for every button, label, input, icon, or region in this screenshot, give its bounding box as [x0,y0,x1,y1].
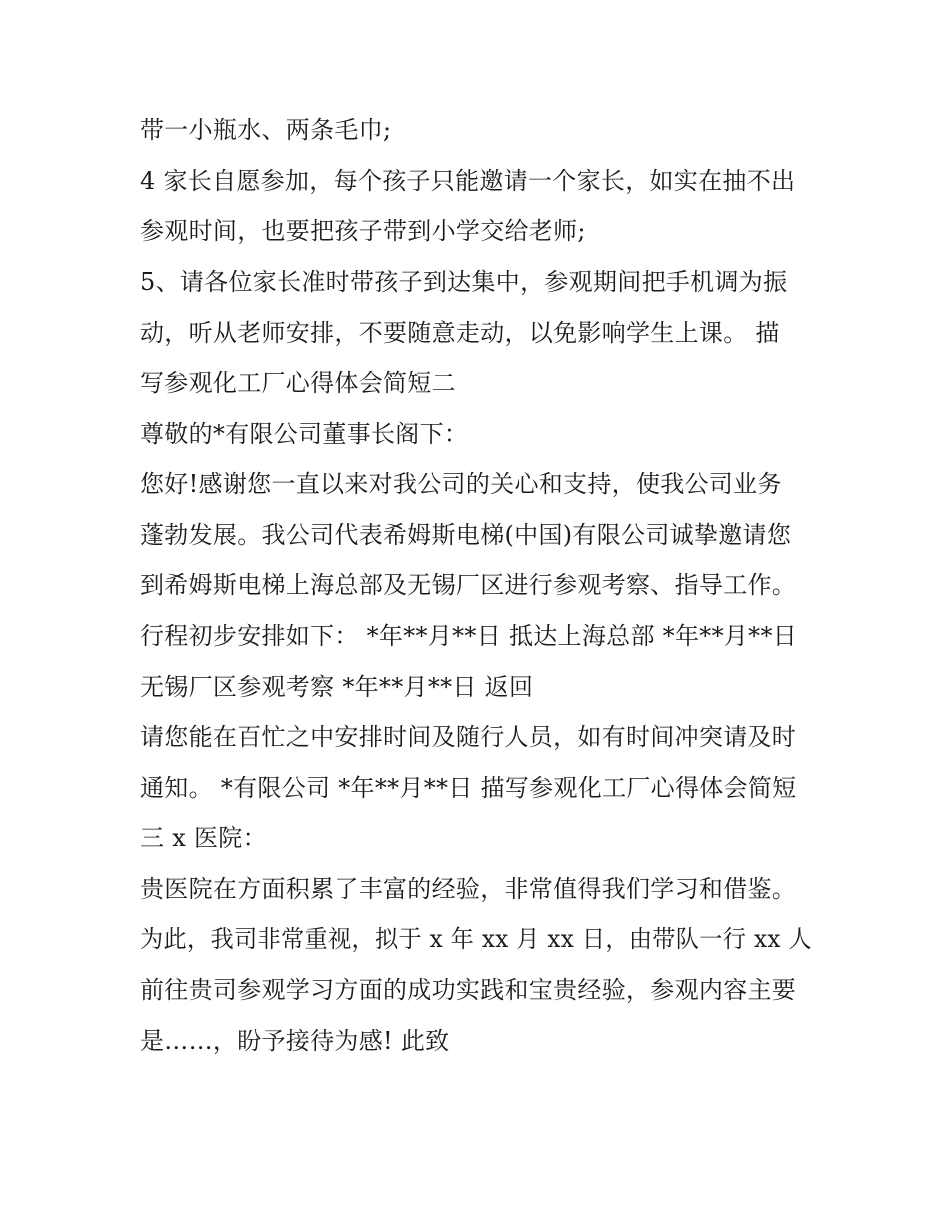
text-line-9: 蓬勃发展。我公司代表希姆斯电梯(中国)有限公司诚挚邀请您 [140,521,792,549]
text-line-7: 尊敬的*有限公司董事长阁下： [140,420,469,448]
text-line-10: 到希姆斯电梯上海总部及无锡厂区进行参观考察、指导工作。 [140,571,797,599]
text-line-2: 4 家长自愿参加，每个孩子只能邀请一个家长，如实在抽不出 [140,167,796,195]
text-line-8: 您好!感谢您一直以来对我公司的关心和支持，使我公司业务 [140,470,782,498]
text-line-18: 前往贵司参观学习方面的成功实践和宝贵经验，参观内容主要 [140,976,797,1004]
text-line-4: 5、请各位家长准时带孩子到达集中，参观期间把手机调为振 [140,268,788,296]
text-line-1: 带一小瓶水、两条毛巾; [140,116,392,144]
text-line-3: 参观时间，也要把孩子带到小学交给老师; [140,217,586,245]
text-line-17: 为此，我司非常重视，拟于 x 年 xx 月 xx 日，由带队一行 xx 人 [140,925,812,953]
text-line-6: 写参观化工厂心得体会简短二 [140,369,456,397]
text-line-15: 三 x 医院： [140,824,267,852]
text-line-16: 贵医院在方面积累了丰富的经验，非常值得我们学习和借鉴。 [140,875,797,903]
text-line-11: 行程初步安排如下： *年**月**日 抵达上海总部 *年**月**日 [140,622,798,650]
text-line-13: 请您能在百忙之中安排时间及随行人员，如有时间冲突请及时 [140,723,797,751]
text-line-12: 无锡厂区参观考察 *年**月**日 返回 [140,673,534,701]
text-line-19: 是……，盼予接待为感! 此致 [140,1027,450,1055]
text-line-5: 动，听从老师安排，不要随意走动，以免影响学生上课。 描 [140,319,780,347]
text-line-14: 通知。 *有限公司 *年**月**日 描写参观化工厂心得体会简短 [140,774,797,802]
